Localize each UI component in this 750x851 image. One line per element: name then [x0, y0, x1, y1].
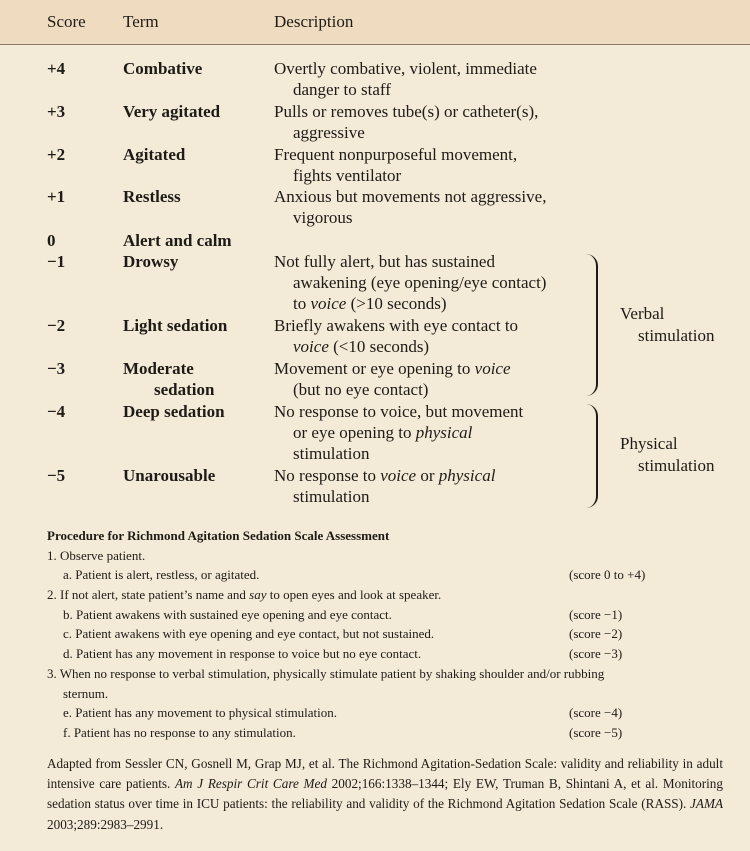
term-label: Combative — [123, 59, 203, 78]
term-label: Deep sedation — [123, 402, 225, 421]
score-value: −1 — [47, 252, 66, 271]
description-line: (but no eye contact) — [293, 380, 429, 399]
description-line: Not fully alert, but has sustained — [274, 252, 495, 271]
procedure-step: 3. When no response to verbal stimulation, physically stimulate patient by shaking shoulder and/or rubbing — [47, 665, 605, 681]
procedure-score: (score −3) — [569, 646, 623, 662]
procedure-item: c. Patient awakens with eye opening and eye contact, but not sustained. (score −2) — [47, 624, 727, 644]
description-line: Overtly combative, violent, immediate — [274, 59, 537, 78]
description — [274, 101, 594, 143]
description-line: awakening (eye opening/eye contact) — [293, 273, 547, 292]
procedure-item: d. Patient has any movement in response to voice but no eye contact. (score −3) — [47, 644, 727, 664]
procedure-score: (score −2) — [569, 626, 623, 642]
score-value: +3 — [47, 102, 66, 121]
description-line: Anxious but movements not aggressive, — [274, 187, 547, 206]
description-line: danger to staff — [293, 80, 391, 99]
description-line: No response to voice or physical — [274, 466, 496, 485]
term-label: Very agitated — [123, 102, 221, 121]
description-line: to voice (>10 seconds) — [293, 294, 447, 313]
description-line: fights ventilator — [293, 166, 402, 185]
physical-stimulation-label: Physical stimulation — [620, 434, 715, 475]
description — [274, 315, 594, 357]
description-line: aggressive — [293, 123, 365, 142]
score-value: +2 — [47, 145, 66, 164]
description-line: or eye opening to physical — [293, 423, 473, 442]
procedure-score: (score 0 to +4) — [569, 567, 646, 583]
score-value: −3 — [47, 359, 66, 378]
term-label: Restless — [123, 187, 181, 206]
procedure-title: Procedure for Richmond Agitation Sedation Scale Assessment — [47, 528, 390, 543]
description — [274, 465, 594, 507]
description — [274, 144, 594, 186]
procedure-item: f. Patient has no response to any stimulation. (score −5) — [47, 723, 727, 743]
description-line: Frequent nonpurposeful movement, — [274, 145, 518, 164]
score-value: −2 — [47, 316, 66, 335]
description-line: Pulls or removes tube(s) or catheter(s), — [274, 102, 539, 121]
description-line: vigorous — [293, 208, 353, 227]
term-label: Agitated — [123, 145, 186, 164]
term-label: Drowsy — [123, 252, 179, 271]
procedure-item: a. Patient is alert, restless, or agitated. (score 0 to +4) — [47, 565, 727, 585]
term-label: Unarousable — [123, 466, 216, 485]
term-label: Alert and calm — [123, 231, 232, 250]
procedure-step: 2. If not alert, state patient’s name and say to open eyes and look at speaker. — [47, 587, 442, 603]
description-line: Briefly awakens with eye contact to — [274, 316, 519, 335]
description — [274, 251, 594, 314]
description — [274, 358, 594, 400]
physical-brace — [582, 404, 598, 508]
score-value: +4 — [47, 59, 66, 78]
term-label: Moderate sedation — [123, 359, 215, 399]
score-value: 0 — [47, 231, 56, 250]
description-line: Movement or eye opening to voice — [274, 359, 511, 378]
header-term: Term — [123, 12, 159, 31]
procedure-step-continued: sternum. — [63, 685, 109, 701]
procedure-item: e. Patient has any movement to physical stimulation. (score −4) — [47, 703, 727, 723]
procedure-score: (score −1) — [569, 606, 623, 622]
procedure-score: (score −5) — [569, 724, 623, 740]
description-line: voice (<10 seconds) — [293, 337, 430, 356]
score-value: +1 — [47, 187, 66, 206]
term-label: Light sedation — [123, 316, 228, 335]
procedure-score: (score −4) — [569, 705, 623, 721]
score-value: −4 — [47, 402, 66, 421]
description-line: stimulation — [293, 487, 370, 506]
description — [274, 58, 594, 100]
description — [274, 186, 594, 228]
table-header — [0, 0, 750, 45]
header-description: Description — [274, 12, 354, 31]
procedure-item: b. Patient awakens with sustained eye opening and eye contact. (score −1) — [47, 605, 727, 625]
verbal-stimulation-label: Verbal stimulation — [620, 304, 715, 345]
verbal-brace — [582, 254, 598, 396]
description-line: No response to voice, but movement — [274, 402, 524, 421]
description-line: stimulation — [293, 444, 370, 463]
description — [274, 401, 594, 464]
reference-citation: Adapted from Sessler CN, Gosnell M, Grap MJ, et al. The Richmond Agitation-Sedation Scale: validity and reliability in adult intensive care patients. Am J Respir Crit Care Med 2002;166:1338–1344; Ely EW, Truman B, Shintani A, et al. Monitoring sedation status over time in ICU patients: the reliability and validity of the Richmond Agitation Sedation Scale (RASS). JAMA 2003;289:2983–2991. — [47, 756, 723, 832]
procedure-section — [47, 526, 727, 743]
procedure-step: 1. Observe patient. — [47, 547, 146, 563]
score-value: −5 — [47, 466, 66, 485]
header-score: Score — [47, 12, 86, 31]
